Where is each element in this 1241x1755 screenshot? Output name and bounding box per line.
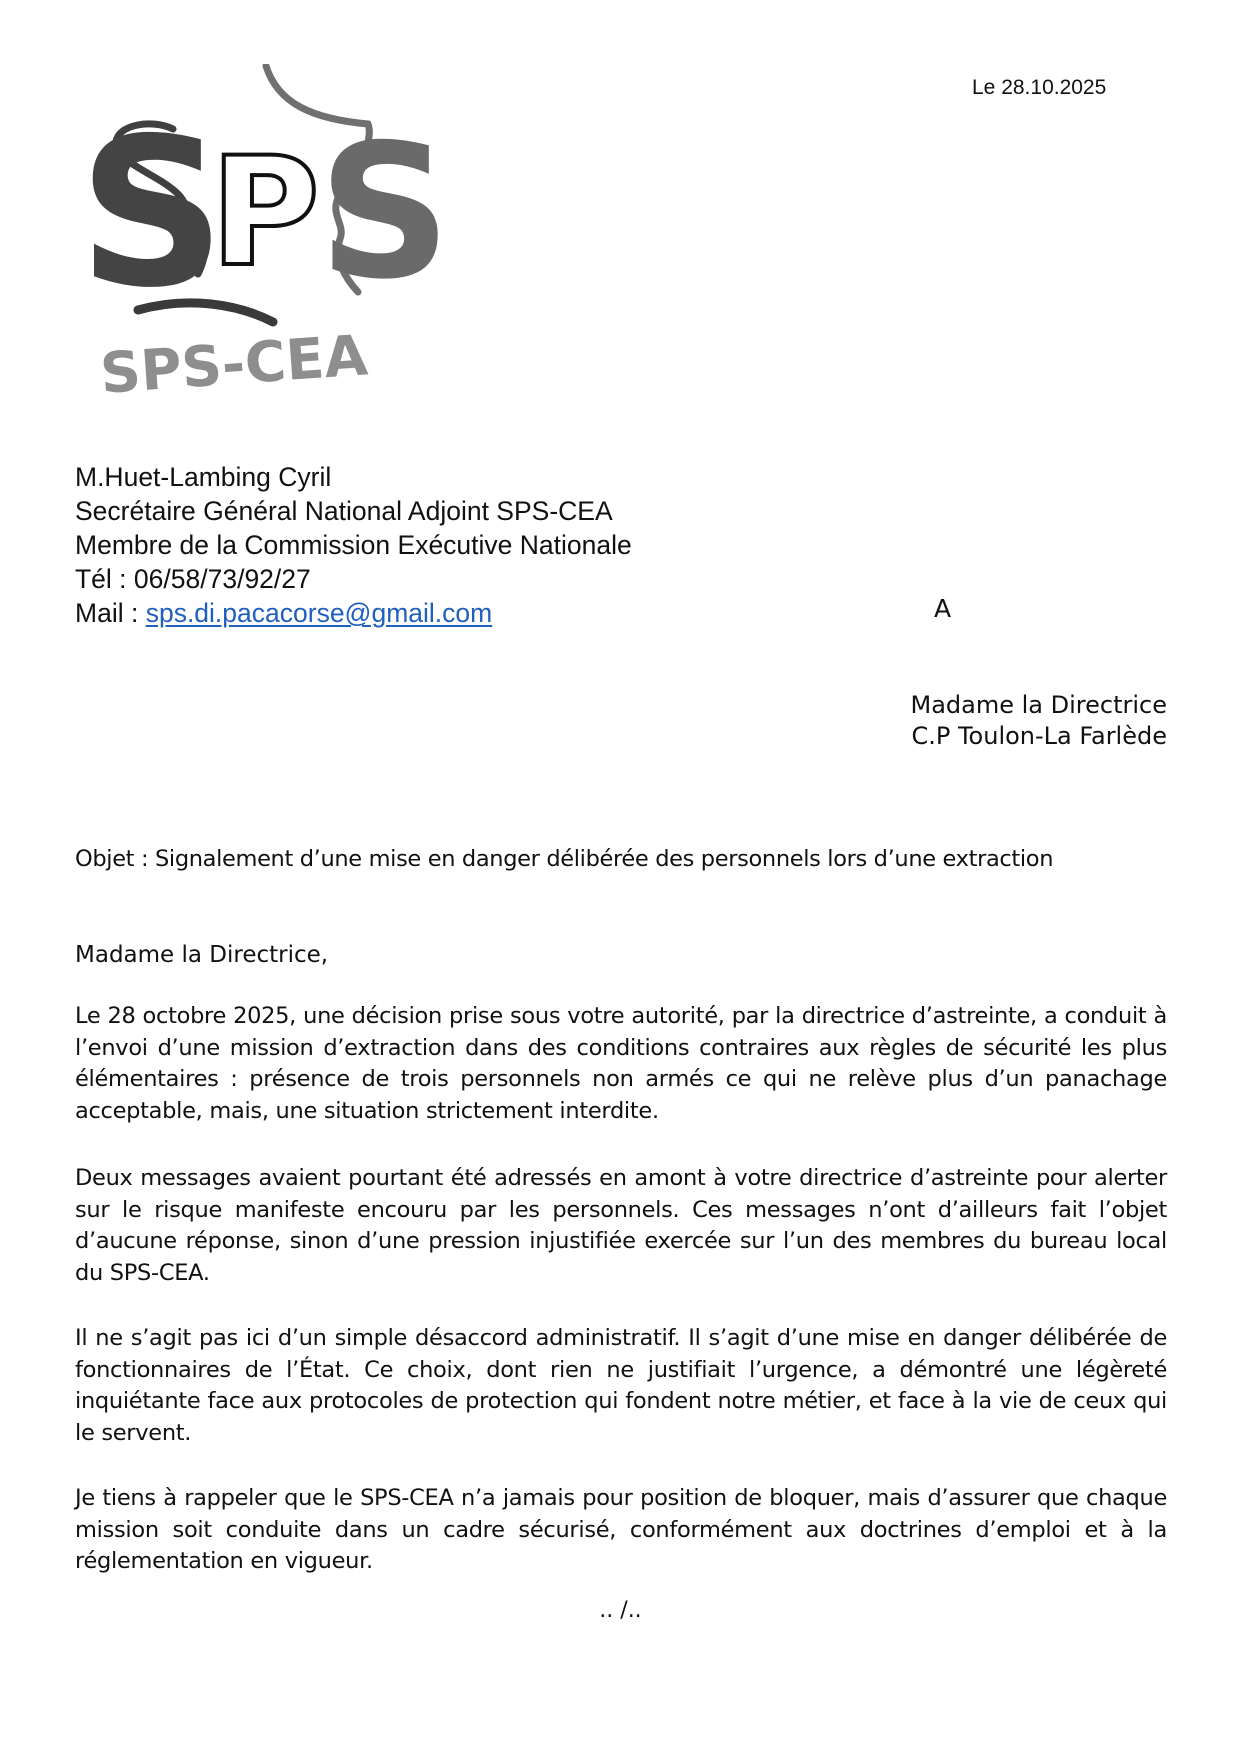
page-continuation-mark: .. /.. <box>599 1598 642 1623</box>
logo-letter-s-left: S <box>78 95 226 333</box>
phone-number: 06/58/73/92/27 <box>133 564 311 594</box>
sender-phone-line <box>75 562 632 596</box>
logo-wordmark: SPS-CEA <box>98 323 370 407</box>
sender-title: Secrétaire Général National Adjoint SPS-CEA <box>75 496 613 526</box>
mail-label: Mail : <box>75 598 139 628</box>
letter-subject: Objet : Signalement d’une mise en danger délibérée des personnels lors d’une extraction <box>75 846 1054 872</box>
phone-label: Tél : <box>75 564 127 594</box>
body-paragraph: Il ne s’agit pas ici d’un simple désaccord administratif. Il s’agit d’une mise en danger délibérée de fonctionnaires de l’État. Ce choix, dont rien ne justifiait l’urgence, a démontré une légèreté inquiétante face aux protocoles de protection qui fondent notre métier, et face à la vie de ceux qui le servent. <box>75 1325 1167 1446</box>
recipient-block <box>911 690 1168 752</box>
logo-letter-s-right: S <box>318 104 452 320</box>
sps-cea-logo <box>78 64 458 414</box>
body-paragraph: Deux messages avaient pourtant été adressés en amont à votre directrice d’astreinte pour alerter sur le risque manifeste encouru par les personnels. Ces messages n’ont d’ailleurs fait l’objet d’aucune réponse, sinon d’une pression injustifiée exercée sur l’un des membres du bureau local du SPS-CEA. <box>75 1165 1167 1286</box>
recipient-line-2: C.P Toulon-La Farlède <box>911 722 1167 750</box>
body-paragraph: Le 28 octobre 2025, une décision prise sous votre autorité, par la directrice d’astreinte, a conduit à l’envoi d’une mission d’extraction dans des conditions contraires aux règles de sécurité les plus élémentaires : présence de trois personnels non armés ce qui ne relève plus d’un panachage acceptable, mais, une situation strictement interdite. <box>75 1003 1167 1124</box>
email-link[interactable]: sps.di.pacacorse@gmail.com <box>145 598 493 628</box>
sender-name: M.Huet-Lambing Cyril <box>75 462 332 492</box>
recipient-prefix: A <box>934 594 952 623</box>
salutation: Madame la Directrice, <box>75 942 329 968</box>
letter-date: Le 28.10.2025 <box>972 76 1107 99</box>
sender-block <box>75 460 632 630</box>
sender-mail-line <box>75 596 632 630</box>
body-paragraph: Je tiens à rappeler que le SPS-CEA n’a jamais pour position de bloquer, mais d’assurer que chaque mission soit conduite dans un cadre sécurisé, conformément aux doctrines d’emploi et à la réglementation en vigueur. <box>75 1485 1167 1574</box>
sender-role: Membre de la Commission Exécutive Nationale <box>75 530 632 560</box>
recipient-line-1: Madame la Directrice <box>910 691 1167 719</box>
logo-letter-p: P <box>210 126 320 300</box>
